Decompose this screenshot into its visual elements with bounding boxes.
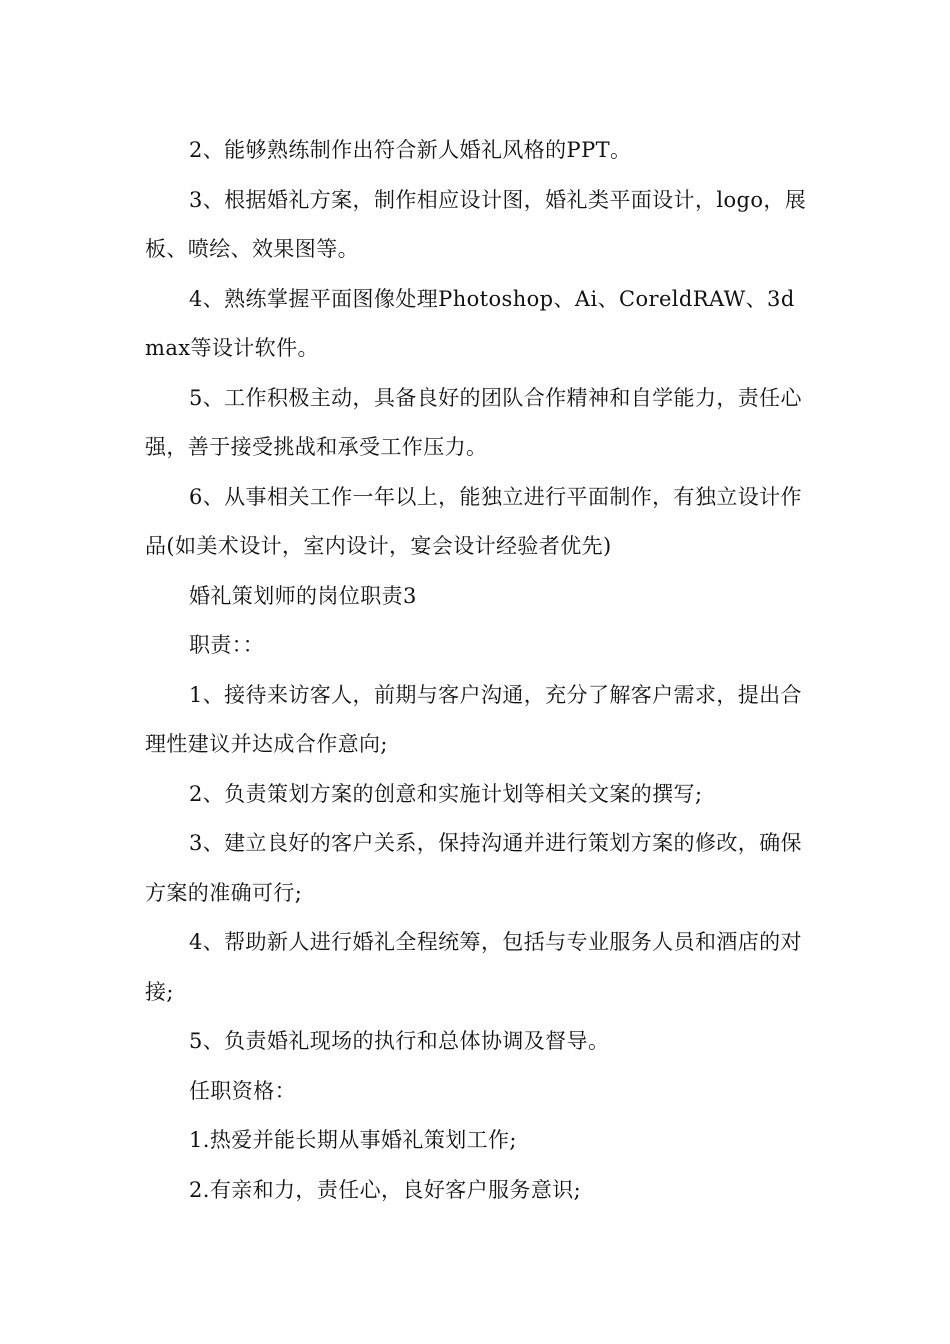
paragraph-duty-1: 1、接待来访客人，前期与客户沟通，充分了解客户需求，提出合理性建议并达成合作意向; <box>145 682 802 756</box>
subheading-qualifications: 任职资格： <box>189 1078 296 1103</box>
paragraph-skill-experience: 6、从事相关工作一年以上，能独立进行平面制作，有独立设计作品(如美术设计，室内设计，宴会设计经验者优先) <box>145 484 802 558</box>
paragraph-skill-design: 3、根据婚礼方案，制作相应设计图，婚礼类平面设计，logo，展板、喷绘、效果图等。 <box>145 187 807 261</box>
paragraph-skill-attitude: 5、工作积极主动，具备良好的团队合作精神和自学能力，责任心强，善于接受挑战和承受工作压力。 <box>145 385 802 459</box>
paragraph-skill-ppt: 2、能够熟练制作出符合新人婚礼风格的PPT。 <box>189 138 632 162</box>
section-heading-duties-3: 婚礼策划师的岗位职责3 <box>189 583 417 608</box>
paragraph-duty-5: 5、负责婚礼现场的执行和总体协调及督导。 <box>189 1029 610 1053</box>
paragraph-duty-3: 3、建立良好的客户关系，保持沟通并进行策划方案的修改，确保方案的准确可行; <box>145 831 802 905</box>
paragraph-qualification-1: 1.热爱并能长期从事婚礼策划工作; <box>189 1128 517 1152</box>
paragraph-duty-2: 2、负责策划方案的创意和实施计划等相关文案的撰写; <box>189 781 703 806</box>
subheading-duties: 职责：： <box>189 633 265 657</box>
paragraph-qualification-2: 2.有亲和力，责任心，良好客户服务意识; <box>189 1177 582 1202</box>
paragraph-duty-4: 4、帮助新人进行婚礼全程统筹，包括与专业服务人员和酒店的对接; <box>145 930 802 1004</box>
paragraph-skill-software: 4、熟练掌握平面图像处理Photoshop、Ai、CoreldRAW、3dmax等设计软件。 <box>145 286 795 360</box>
document-body <box>145 126 807 1215</box>
